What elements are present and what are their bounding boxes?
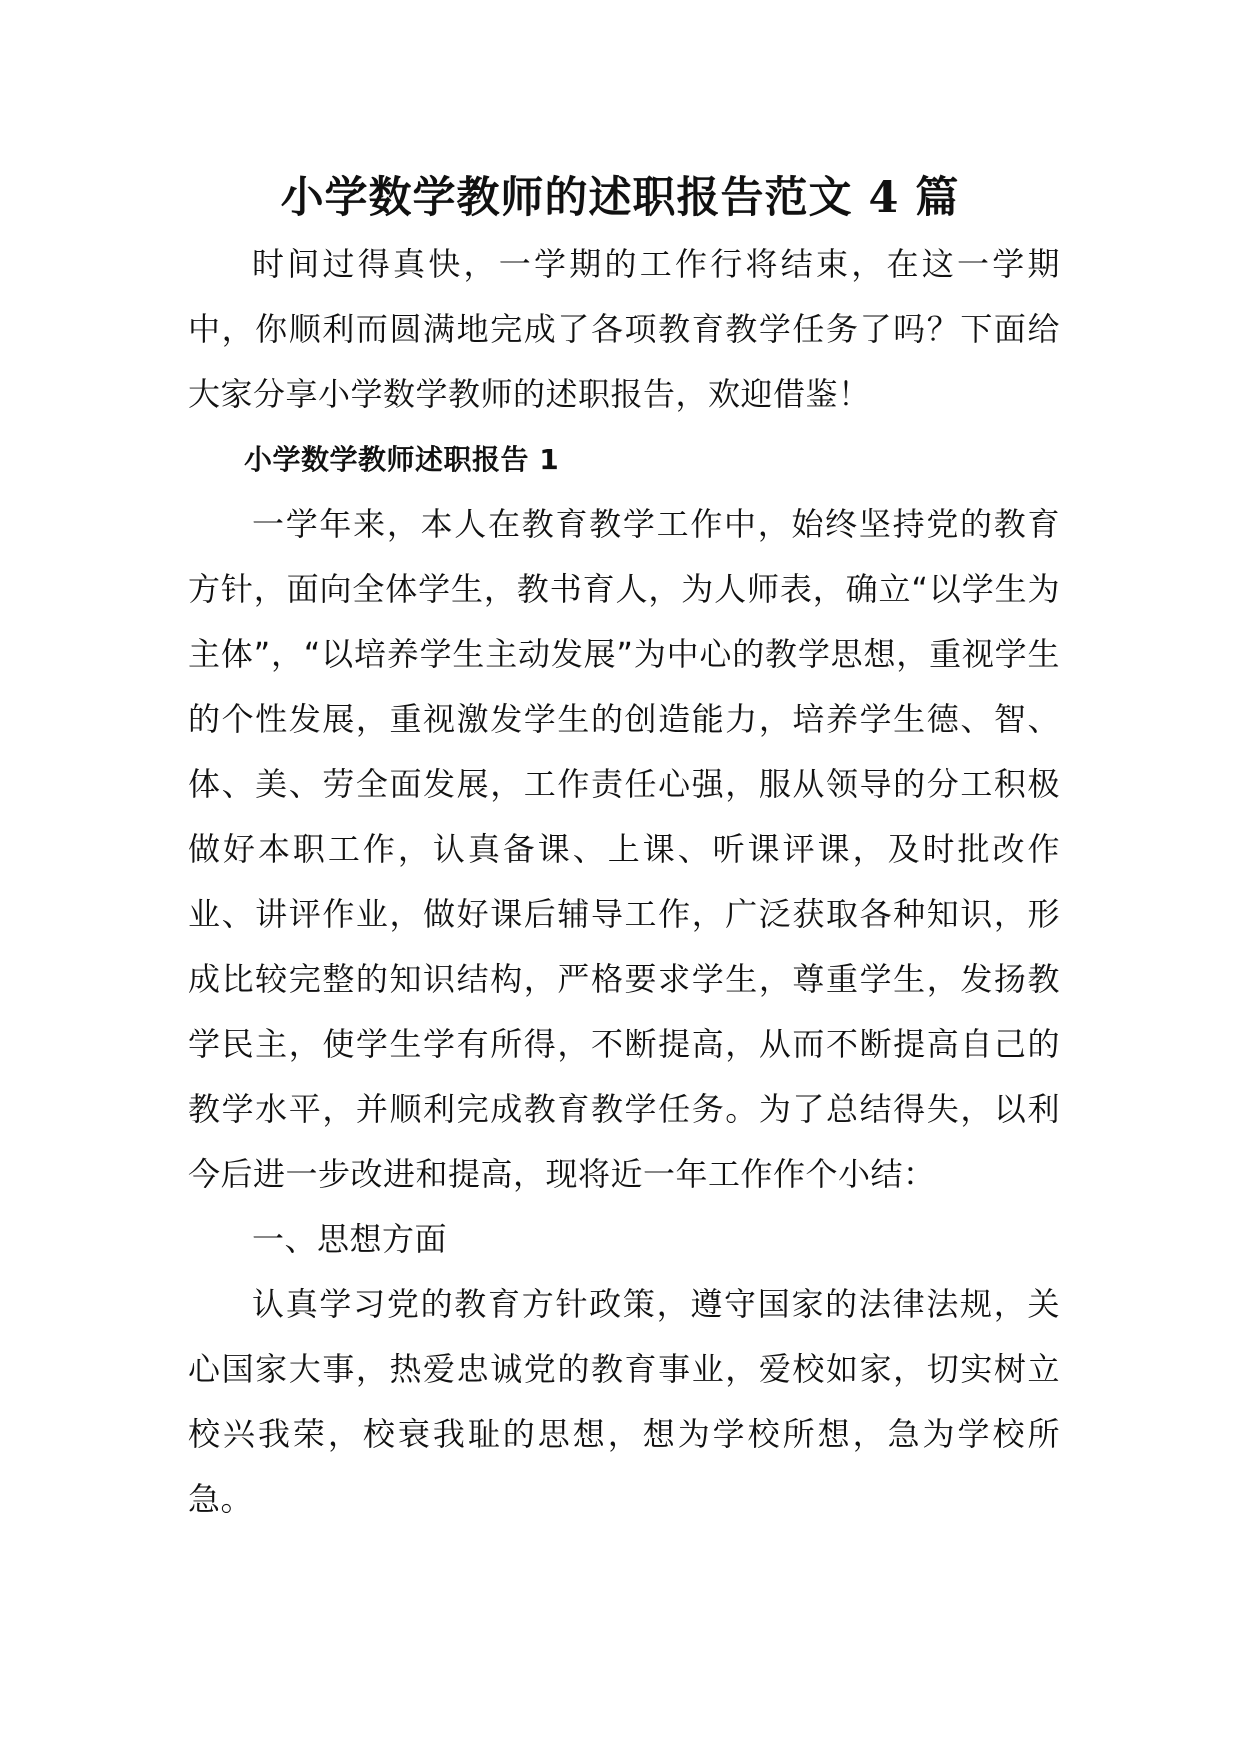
document-title: 小学数学教师的述职报告范文 4 篇	[280, 173, 960, 223]
body-paragraph-2: 认真学习党的教育方针政策，遵守国家的法律法规，关心国家大事，热爱忠诚党的教育事业，爱校如家，切实树立校兴我荣，校衰我耻的思想，想为学校所想，急为学校所急。	[188, 1285, 1060, 1518]
body-paragraph-1: 一学年来，本人在教育教学工作中，始终坚持党的教育方针，面向全体学生，教书育人，为人师表，确立“以学生为主体”，“以培养学生主动发展”为中心的教学思想，重视学生的个性发展，重视激发学生的创造能力，培养学生德、智、体、美、劳全面发展，工作责任心强，服从领导的分工积极做好本职工作，认真备课、上课、听课评课，及时批改作业、讲评作业，做好课后辅导工作，广泛获取各种知识，形成比较完整的知识结构，严格要求学生，尊重学生，发扬教学民主，使学生学有所得，不断提高，从而不断提高自己的教学水平，并顺利完成教育教学任务。为了总结得失，以利今后进一步改进和提高，现将近一年工作作个小结：	[188, 505, 1060, 1193]
document-body	[188, 232, 1060, 1532]
intro-paragraph: 时间过得真快，一学期的工作行将结束，在这一学期中，你顺利而圆满地完成了各项教育教学任务了吗？下面给大家分享小学数学教师的述职报告，欢迎借鉴！	[188, 245, 1060, 413]
subheading-thought: 一、思想方面	[252, 1220, 448, 1258]
section-heading: 小学数学教师述职报告 1	[244, 443, 560, 476]
